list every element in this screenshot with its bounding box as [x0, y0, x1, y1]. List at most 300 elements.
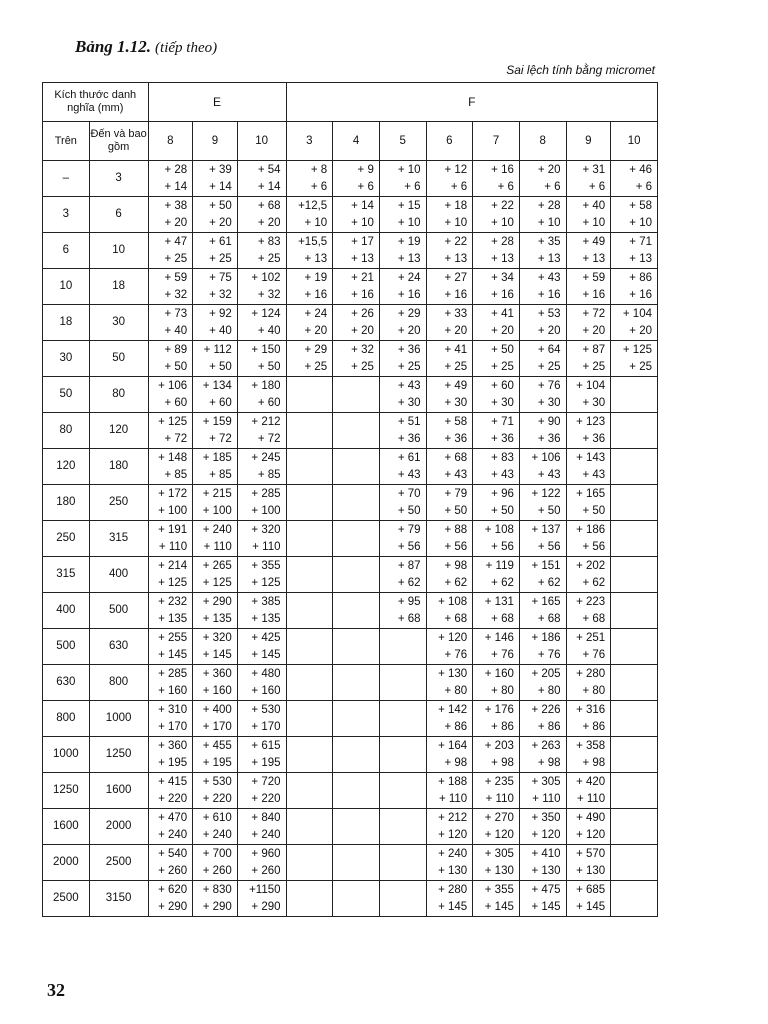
- lower-deviation: + 30: [397, 396, 421, 409]
- deviation-cell: [519, 305, 566, 341]
- deviation-cell: [286, 665, 333, 701]
- upper-deviation: + 79: [397, 523, 421, 536]
- upper-deviation: + 34: [491, 271, 514, 284]
- upper-deviation: + 214: [158, 559, 188, 572]
- lower-deviation: + 240: [251, 828, 281, 841]
- upper-deviation: + 150: [251, 343, 281, 356]
- upper-deviation: + 28: [491, 235, 514, 248]
- upper-deviation: + 263: [531, 739, 561, 752]
- deviation-cell: [379, 233, 426, 269]
- lower-deviation: + 16: [444, 288, 468, 301]
- deviation-cell: [286, 377, 333, 413]
- deviation-cell: [237, 485, 286, 521]
- lower-deviation: + 80: [537, 684, 561, 697]
- deviation-cell: [193, 737, 238, 773]
- deviation-cell: [473, 233, 520, 269]
- deviation-cell: [148, 341, 193, 377]
- deviation-cell: [473, 521, 520, 557]
- deviation-cell: [286, 629, 333, 665]
- deviation-cell: [611, 881, 658, 917]
- deviation-cell: [148, 557, 193, 593]
- grade-header: 9: [193, 122, 238, 161]
- lower-deviation: + 25: [304, 360, 328, 373]
- lower-deviation: + 16: [351, 288, 374, 301]
- lower-deviation: + 50: [257, 360, 281, 373]
- deviation-cell: [286, 881, 333, 917]
- deviation-cell: [193, 809, 238, 845]
- from-header: Trên: [43, 122, 90, 161]
- deviation-cell: [519, 593, 566, 629]
- deviation-cell: [193, 413, 238, 449]
- deviation-cell: [611, 629, 658, 665]
- lower-deviation: + 86: [537, 720, 561, 733]
- deviation-cell: [566, 521, 611, 557]
- upper-deviation: + 76: [537, 379, 561, 392]
- upper-deviation: +12,5: [298, 199, 328, 212]
- lower-deviation: + 160: [251, 684, 281, 697]
- deviation-cell: [286, 737, 333, 773]
- deviation-cell: [426, 593, 473, 629]
- deviation-cell: [193, 197, 238, 233]
- lower-deviation: + 56: [491, 540, 514, 553]
- size-to-cell: 500: [89, 593, 148, 629]
- deviation-cell: [379, 557, 426, 593]
- size-to-cell: 250: [89, 485, 148, 521]
- grade-header: 10: [237, 122, 286, 161]
- deviation-cell: [237, 413, 286, 449]
- deviation-cell: [148, 845, 193, 881]
- upper-deviation: + 49: [444, 379, 468, 392]
- lower-deviation: + 145: [484, 900, 514, 913]
- lower-deviation: + 100: [158, 504, 188, 517]
- upper-deviation: + 455: [202, 739, 232, 752]
- lower-deviation: + 110: [252, 540, 281, 553]
- upper-deviation: + 75: [209, 271, 232, 284]
- lower-deviation: + 6: [497, 180, 514, 193]
- lower-deviation: + 86: [444, 720, 468, 733]
- deviation-cell: [426, 665, 473, 701]
- lower-deviation: + 85: [209, 468, 232, 481]
- size-to-cell: 3150: [89, 881, 148, 917]
- upper-deviation: + 104: [622, 307, 652, 320]
- upper-deviation: + 212: [438, 811, 468, 824]
- table-row: [43, 485, 658, 521]
- table-row: [43, 377, 658, 413]
- unit-note: Sai lệch tính bằng micromet: [506, 63, 655, 77]
- lower-deviation: + 135: [251, 612, 281, 625]
- size-from-cell: 1250: [43, 773, 90, 809]
- upper-deviation: + 106: [531, 451, 561, 464]
- lower-deviation: + 195: [251, 756, 281, 769]
- lower-deviation: + 40: [209, 324, 232, 337]
- lower-deviation: + 50: [397, 504, 421, 517]
- deviation-cell: [148, 773, 193, 809]
- upper-deviation: + 305: [484, 847, 514, 860]
- deviation-cell: [379, 881, 426, 917]
- upper-deviation: + 350: [531, 811, 561, 824]
- deviation-cell: [193, 341, 238, 377]
- deviation-cell: [333, 269, 380, 305]
- lower-deviation: + 130: [576, 864, 606, 877]
- lower-deviation: + 25: [164, 252, 188, 265]
- lower-deviation: + 125: [251, 576, 281, 589]
- upper-deviation: + 160: [484, 667, 514, 680]
- deviation-cell: [333, 377, 380, 413]
- table-row: [43, 233, 658, 269]
- lower-deviation: + 98: [537, 756, 561, 769]
- deviation-cell: [473, 773, 520, 809]
- lower-deviation: + 30: [582, 396, 606, 409]
- lower-deviation: + 10: [537, 216, 561, 229]
- upper-deviation: + 415: [158, 775, 188, 788]
- upper-deviation: + 21: [351, 271, 374, 284]
- upper-deviation: + 71: [629, 235, 652, 248]
- deviation-cell: [237, 161, 286, 197]
- upper-deviation: + 176: [484, 703, 514, 716]
- deviation-cell: [519, 665, 566, 701]
- deviation-cell: [611, 557, 658, 593]
- lower-deviation: + 98: [444, 756, 468, 769]
- deviation-cell: [426, 269, 473, 305]
- upper-deviation: + 88: [444, 523, 468, 536]
- deviation-cell: [379, 269, 426, 305]
- deviation-cell: [333, 161, 380, 197]
- lower-deviation: + 56: [444, 540, 468, 553]
- deviation-cell: [379, 773, 426, 809]
- upper-deviation: + 123: [576, 415, 606, 428]
- deviation-cell: [333, 665, 380, 701]
- lower-deviation: + 80: [444, 684, 468, 697]
- deviation-cell: [611, 737, 658, 773]
- upper-deviation: + 151: [531, 559, 561, 572]
- upper-deviation: + 79: [444, 487, 468, 500]
- deviation-cell: [566, 773, 611, 809]
- deviation-cell: [333, 737, 380, 773]
- deviation-cell: [333, 773, 380, 809]
- table-row: [43, 665, 658, 701]
- grade-header: 8: [519, 122, 566, 161]
- lower-deviation: + 13: [491, 252, 514, 265]
- deviation-cell: [426, 629, 473, 665]
- deviation-cell: [379, 485, 426, 521]
- upper-deviation: + 29: [304, 343, 328, 356]
- upper-deviation: + 43: [537, 271, 561, 284]
- lower-deviation: + 80: [582, 684, 606, 697]
- table-row: [43, 737, 658, 773]
- deviation-cell: [286, 305, 333, 341]
- size-to-cell: 400: [89, 557, 148, 593]
- lower-deviation: + 20: [397, 324, 421, 337]
- deviation-cell: [333, 197, 380, 233]
- upper-deviation: + 8: [310, 163, 328, 176]
- upper-deviation: + 202: [576, 559, 606, 572]
- lower-deviation: + 86: [582, 720, 606, 733]
- deviation-cell: [473, 737, 520, 773]
- size-from-cell: 2000: [43, 845, 90, 881]
- lower-deviation: + 145: [531, 900, 561, 913]
- size-from-cell: 800: [43, 701, 90, 737]
- deviation-cell: [237, 449, 286, 485]
- lower-deviation: + 86: [491, 720, 514, 733]
- lower-deviation: + 195: [202, 756, 232, 769]
- deviation-cell: [148, 377, 193, 413]
- upper-deviation: + 60: [491, 379, 514, 392]
- deviation-cell: [473, 701, 520, 737]
- size-to-cell: 10: [89, 233, 148, 269]
- deviation-cell: [519, 413, 566, 449]
- lower-deviation: + 32: [209, 288, 232, 301]
- upper-deviation: + 61: [209, 235, 232, 248]
- deviation-cell: [426, 701, 473, 737]
- upper-deviation: + 490: [576, 811, 606, 824]
- table-body: [43, 83, 658, 917]
- deviation-cell: [237, 881, 286, 917]
- lower-deviation: + 6: [310, 180, 328, 193]
- header-row-grades: [43, 122, 658, 161]
- lower-deviation: + 68: [397, 612, 421, 625]
- upper-deviation: + 226: [531, 703, 561, 716]
- upper-deviation: + 89: [164, 343, 188, 356]
- lower-deviation: + 50: [537, 504, 561, 517]
- deviation-cell: [473, 593, 520, 629]
- deviation-cell: [426, 557, 473, 593]
- deviation-cell: [426, 845, 473, 881]
- lower-deviation: + 76: [537, 648, 561, 661]
- size-to-cell: 2000: [89, 809, 148, 845]
- deviation-cell: [286, 557, 333, 593]
- upper-deviation: + 180: [251, 379, 281, 392]
- deviation-cell: [566, 881, 611, 917]
- upper-deviation: + 24: [304, 307, 328, 320]
- deviation-cell: [193, 161, 238, 197]
- upper-deviation: + 358: [576, 739, 606, 752]
- lower-deviation: + 25: [351, 360, 374, 373]
- table-row: [43, 305, 658, 341]
- deviation-cell: [286, 197, 333, 233]
- upper-deviation: + 125: [622, 343, 652, 356]
- deviation-cell: [611, 233, 658, 269]
- lower-deviation: + 110: [438, 792, 468, 805]
- deviation-cell: [611, 845, 658, 881]
- table-row: [43, 269, 658, 305]
- lower-deviation: + 36: [444, 432, 468, 445]
- lower-deviation: + 100: [251, 504, 281, 517]
- size-from-cell: 3: [43, 197, 90, 233]
- lower-deviation: + 14: [209, 180, 232, 193]
- lower-deviation: + 10: [491, 216, 514, 229]
- deviation-cell: [148, 593, 193, 629]
- lower-deviation: + 16: [304, 288, 328, 301]
- upper-deviation: + 19: [304, 271, 328, 284]
- deviation-cell: [148, 233, 193, 269]
- deviation-cell: [426, 809, 473, 845]
- lower-deviation: + 85: [164, 468, 188, 481]
- deviation-cell: [193, 521, 238, 557]
- lower-deviation: + 240: [158, 828, 188, 841]
- lower-deviation: + 130: [438, 864, 468, 877]
- deviation-cell: [237, 701, 286, 737]
- deviation-cell: [566, 629, 611, 665]
- size-from-cell: 6: [43, 233, 90, 269]
- lower-deviation: + 170: [158, 720, 188, 733]
- deviation-cell: [333, 701, 380, 737]
- deviation-cell: [286, 773, 333, 809]
- upper-deviation: + 19: [397, 235, 421, 248]
- deviation-cell: [333, 881, 380, 917]
- upper-deviation: + 122: [531, 487, 561, 500]
- deviation-cell: [611, 449, 658, 485]
- deviation-cell: [611, 593, 658, 629]
- upper-deviation: + 131: [484, 595, 514, 608]
- deviation-cell: [519, 521, 566, 557]
- deviation-cell: [473, 269, 520, 305]
- table-row: [43, 701, 658, 737]
- deviation-cell: [519, 341, 566, 377]
- upper-deviation: + 360: [158, 739, 188, 752]
- deviation-cell: [566, 557, 611, 593]
- upper-deviation: + 610: [202, 811, 232, 824]
- deviation-cell: [286, 485, 333, 521]
- deviation-cell: [566, 665, 611, 701]
- size-from-cell: 500: [43, 629, 90, 665]
- deviation-cell: [193, 557, 238, 593]
- lower-deviation: + 20: [304, 324, 328, 337]
- deviation-cell: [193, 449, 238, 485]
- upper-deviation: + 165: [531, 595, 561, 608]
- size-from-cell: 400: [43, 593, 90, 629]
- upper-deviation: + 27: [444, 271, 468, 284]
- upper-deviation: + 95: [397, 595, 421, 608]
- upper-deviation: + 212: [251, 415, 281, 428]
- deviation-cell: [566, 269, 611, 305]
- grade-header: 10: [611, 122, 658, 161]
- deviation-cell: [566, 377, 611, 413]
- deviation-cell: [237, 773, 286, 809]
- deviation-cell: [473, 449, 520, 485]
- size-from-cell: 50: [43, 377, 90, 413]
- upper-deviation: + 124: [251, 307, 281, 320]
- upper-deviation: + 320: [251, 523, 281, 536]
- upper-deviation: + 280: [576, 667, 606, 680]
- lower-deviation: + 145: [251, 648, 281, 661]
- upper-deviation: + 410: [531, 847, 561, 860]
- lower-deviation: + 125: [202, 576, 232, 589]
- lower-deviation: + 260: [251, 864, 281, 877]
- deviation-cell: [566, 809, 611, 845]
- deviation-cell: [473, 881, 520, 917]
- lower-deviation: + 120: [484, 828, 514, 841]
- lower-deviation: + 72: [164, 432, 188, 445]
- upper-deviation: + 38: [164, 199, 188, 212]
- deviation-cell: [519, 809, 566, 845]
- upper-deviation: + 235: [484, 775, 514, 788]
- deviation-cell: [473, 197, 520, 233]
- lower-deviation: + 13: [444, 252, 468, 265]
- lower-deviation: + 62: [491, 576, 514, 589]
- lower-deviation: + 43: [397, 468, 421, 481]
- deviation-cell: [237, 377, 286, 413]
- lower-deviation: + 16: [629, 288, 652, 301]
- size-from-cell: 250: [43, 521, 90, 557]
- lower-deviation: + 36: [491, 432, 514, 445]
- size-to-cell: 800: [89, 665, 148, 701]
- table-row: [43, 341, 658, 377]
- upper-deviation: + 86: [629, 271, 652, 284]
- deviation-cell: [379, 737, 426, 773]
- grade-header: 6: [426, 122, 473, 161]
- lower-deviation: + 100: [202, 504, 232, 517]
- deviation-cell: [286, 341, 333, 377]
- deviation-cell: [426, 485, 473, 521]
- size-from-cell: 1600: [43, 809, 90, 845]
- table-row: [43, 845, 658, 881]
- upper-deviation: + 320: [202, 631, 232, 644]
- lower-deviation: + 16: [537, 288, 561, 301]
- lower-deviation: + 220: [251, 792, 281, 805]
- deviation-cell: [519, 701, 566, 737]
- size-to-cell: 80: [89, 377, 148, 413]
- deviation-cell: [333, 593, 380, 629]
- upper-deviation: + 400: [202, 703, 232, 716]
- lower-deviation: + 72: [257, 432, 281, 445]
- table-row: [43, 593, 658, 629]
- upper-deviation: + 39: [209, 163, 232, 176]
- lower-deviation: + 10: [304, 216, 328, 229]
- deviation-cell: [333, 341, 380, 377]
- upper-deviation: + 28: [537, 199, 561, 212]
- upper-deviation: + 73: [164, 307, 188, 320]
- lower-deviation: + 6: [588, 180, 606, 193]
- upper-deviation: +15,5: [298, 235, 328, 248]
- deviation-cell: [611, 269, 658, 305]
- deviation-cell: [611, 161, 658, 197]
- lower-deviation: + 13: [351, 252, 374, 265]
- deviation-cell: [193, 233, 238, 269]
- upper-deviation: + 165: [576, 487, 606, 500]
- deviation-cell: [193, 269, 238, 305]
- lower-deviation: + 62: [397, 576, 421, 589]
- upper-deviation: + 137: [531, 523, 561, 536]
- deviation-cell: [286, 269, 333, 305]
- lower-deviation: + 260: [202, 864, 232, 877]
- lower-deviation: + 220: [202, 792, 232, 805]
- deviation-cell: [148, 449, 193, 485]
- table-row: [43, 629, 658, 665]
- deviation-cell: [333, 449, 380, 485]
- upper-deviation: + 191: [158, 523, 188, 536]
- lower-deviation: + 25: [209, 252, 232, 265]
- deviation-cell: [193, 485, 238, 521]
- deviation-cell: [286, 161, 333, 197]
- lower-deviation: + 10: [351, 216, 374, 229]
- upper-deviation: + 142: [438, 703, 468, 716]
- lower-deviation: + 13: [397, 252, 421, 265]
- upper-deviation: + 146: [484, 631, 514, 644]
- lower-deviation: + 20: [491, 324, 514, 337]
- deviation-cell: [519, 773, 566, 809]
- header-row-groups: [43, 83, 658, 122]
- deviation-cell: [193, 665, 238, 701]
- upper-deviation: + 102: [251, 271, 281, 284]
- upper-deviation: + 17: [351, 235, 374, 248]
- upper-deviation: + 58: [629, 199, 652, 212]
- lower-deviation: + 98: [491, 756, 514, 769]
- deviation-cell: [237, 737, 286, 773]
- deviation-cell: [193, 881, 238, 917]
- table-row: [43, 449, 658, 485]
- deviation-cell: [333, 233, 380, 269]
- lower-deviation: + 170: [251, 720, 281, 733]
